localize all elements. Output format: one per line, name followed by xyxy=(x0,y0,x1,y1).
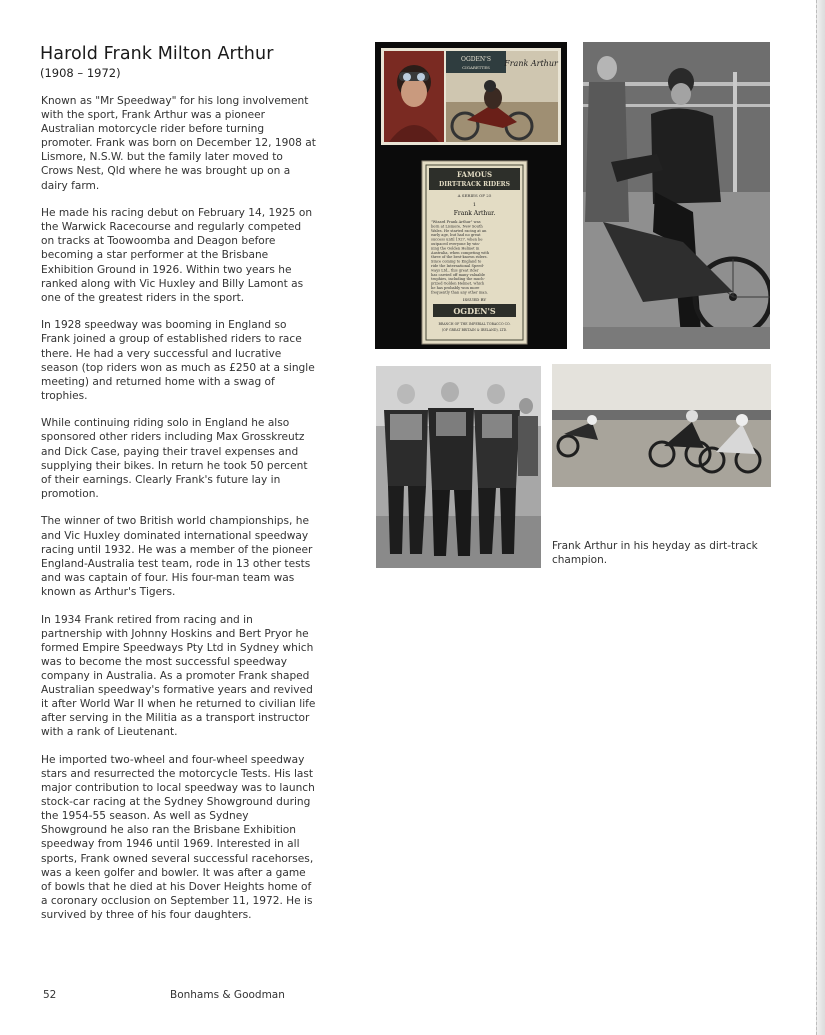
card-back-bio-line: has carried off many valuable xyxy=(431,272,486,277)
page-edge xyxy=(816,0,825,1035)
page-number: 52 xyxy=(43,989,57,1001)
card-front-brand-sub: CIGARETTES xyxy=(462,65,490,70)
card-back-bio-line: born at Lismore, New South xyxy=(431,224,483,229)
body-paragraph: He made his racing debut on February 14, 1925 on the Warwick Racecourse and regularly competed on tracks at Toowoomba and Deagon before becoming a star performer at the Brisbane Exhibition Ground in 1926. Within two years he ranked along with Vic Huxley and Billy Lamont as one of the greatest riders in the sport. xyxy=(41,207,313,304)
article-body xyxy=(41,94,317,935)
card-back-bio-line: ning the Golden Helmet in xyxy=(431,246,480,251)
card-front xyxy=(381,48,561,145)
card-back-bio-line: Australia, when competing with xyxy=(431,250,490,255)
card-back-bio xyxy=(430,220,490,294)
card-back-series-label: A SERIES OF 25 xyxy=(457,193,492,198)
card-back-bio-line: "Wizard Frank Arthur" was xyxy=(431,220,481,224)
card-back-bio-line: early age, but had no great xyxy=(431,233,481,238)
card-back-bio-line: ride the International Speed- xyxy=(431,264,484,268)
rider-on-motorcycle-photo xyxy=(583,42,770,349)
article-title: Harold Frank Milton Arthur xyxy=(40,44,274,64)
card-back-bio-line: trophies, including the much- xyxy=(431,277,485,282)
photo-caption: Frank Arthur in his heyday as dirt-track champion. xyxy=(552,540,758,566)
body-paragraph: In 1928 speedway was booming in England so Frank joined a group of established riders to race there. He had a very successful and lucrative season (top riders won as much as £250 at a single meeting) and returned home with a swag of trophies. xyxy=(41,319,315,402)
card-back-number: 1 xyxy=(472,202,477,208)
card-back-issued-by: ISSUED BY xyxy=(462,297,487,302)
card-back-bio-line: three of the best-known riders. xyxy=(431,255,488,260)
card-front-brand: OGDEN'S xyxy=(461,56,491,63)
card-back-bio-line: prized Golden Helmet, which xyxy=(431,281,485,286)
card-back xyxy=(422,161,527,344)
card-back-bio-line: frequently than any other man. xyxy=(431,290,488,295)
body-paragraph: While continuing riding solo in England he also sponsored other riders including Max Grosskreutz and Dick Case, paying their travel expenses and supplying their bikes. In return he took 50 percent of their earnings. Clearly Frank's future lay in promotion. xyxy=(41,417,308,500)
rider-on-motorcycle-illustration xyxy=(583,42,770,349)
card-back-footer-2: (OF GREAT BRITAIN & IRELAND), LTD. xyxy=(441,328,508,332)
card-back-bio-line: success until 1927, when he xyxy=(431,237,483,242)
race-action-photo xyxy=(552,364,771,487)
card-back-bio-line: Wales. He started racing at an xyxy=(431,228,487,233)
card-back-bio-line: Since coming to England to xyxy=(431,259,482,264)
card-back-brand: OGDEN'S xyxy=(453,306,496,316)
race-action-illustration xyxy=(552,364,771,487)
body-paragraph: Known as "Mr Speedway" for his long involvement with the sport, Frank Arthur was a pioneer Australian motorcycle rider before turning promoter. Frank was born on December 12, 1908 at Lismore, N.S.W. but the family later moved to Crows Nest, Qld where he was brought up on a dairy farm. xyxy=(41,95,316,192)
body-paragraph: The winner of two British world championships, he and Vic Huxley dominated international speedway racing until 1932. He was a member of the pioneer England-Australia test team, rode in 13 other tests and was captain of four. His four-man team was known as Arthur's Tigers. xyxy=(41,515,313,598)
body-paragraph: He imported two-wheel and four-wheel speedway stars and resurrected the motorcycle Tests. His last major contribution to local speedway was to launch stock-car racing at the Sydney Showground during the 1954-55 season. As well as Sydney Showground he also ran the Brisbane Exhibition speedway from 1946 until 1969. Interested in all sports, Frank owned several successful racehorses, was a keen golfer and bowler. It was after a game of bowls that he died at his Dover Heights home of a coronary occlusion on September 11, 1972. He is survived by three of his four daughters. xyxy=(41,753,315,921)
card-back-series-title-1: FAMOUS xyxy=(457,170,492,179)
card-back-bio-line: ways Ltd., this great rider xyxy=(431,268,479,273)
article-dates: (1908 – 1972) xyxy=(40,66,121,80)
card-back-series-title-2: DIRT-TRACK RIDERS xyxy=(439,181,510,188)
card-back-bio-line: outpaced everyone by win- xyxy=(431,242,480,246)
team-riders-photo xyxy=(376,366,541,568)
body-paragraph: In 1934 Frank retired from racing and in partnership with Johnny Hoskins and Bert Pryor he formed Empire Speedways Pty Ltd in Sydney which was to become the most successful speedway company in Australia. As a promoter Frank shaped Australian speedway's formative years and revived it after World War II when he returned to civilian life after serving in the Militia as a transport instructor with a rank of Lieutenant. xyxy=(41,613,316,739)
cigarette-cards-illustration xyxy=(375,42,567,349)
publisher-name: Bonhams & Goodman xyxy=(170,989,285,1001)
card-front-signature: Frank Arthur xyxy=(504,59,558,68)
team-riders-illustration xyxy=(376,366,541,568)
card-back-footer-1: BRANCH OF THE IMPERIAL TOBACCO CO. xyxy=(438,322,511,326)
card-back-rider-name: Frank Arthur. xyxy=(453,210,496,217)
card-back-bio-line: he has probably won more xyxy=(431,286,480,290)
cigarette-cards-photo xyxy=(375,42,567,349)
